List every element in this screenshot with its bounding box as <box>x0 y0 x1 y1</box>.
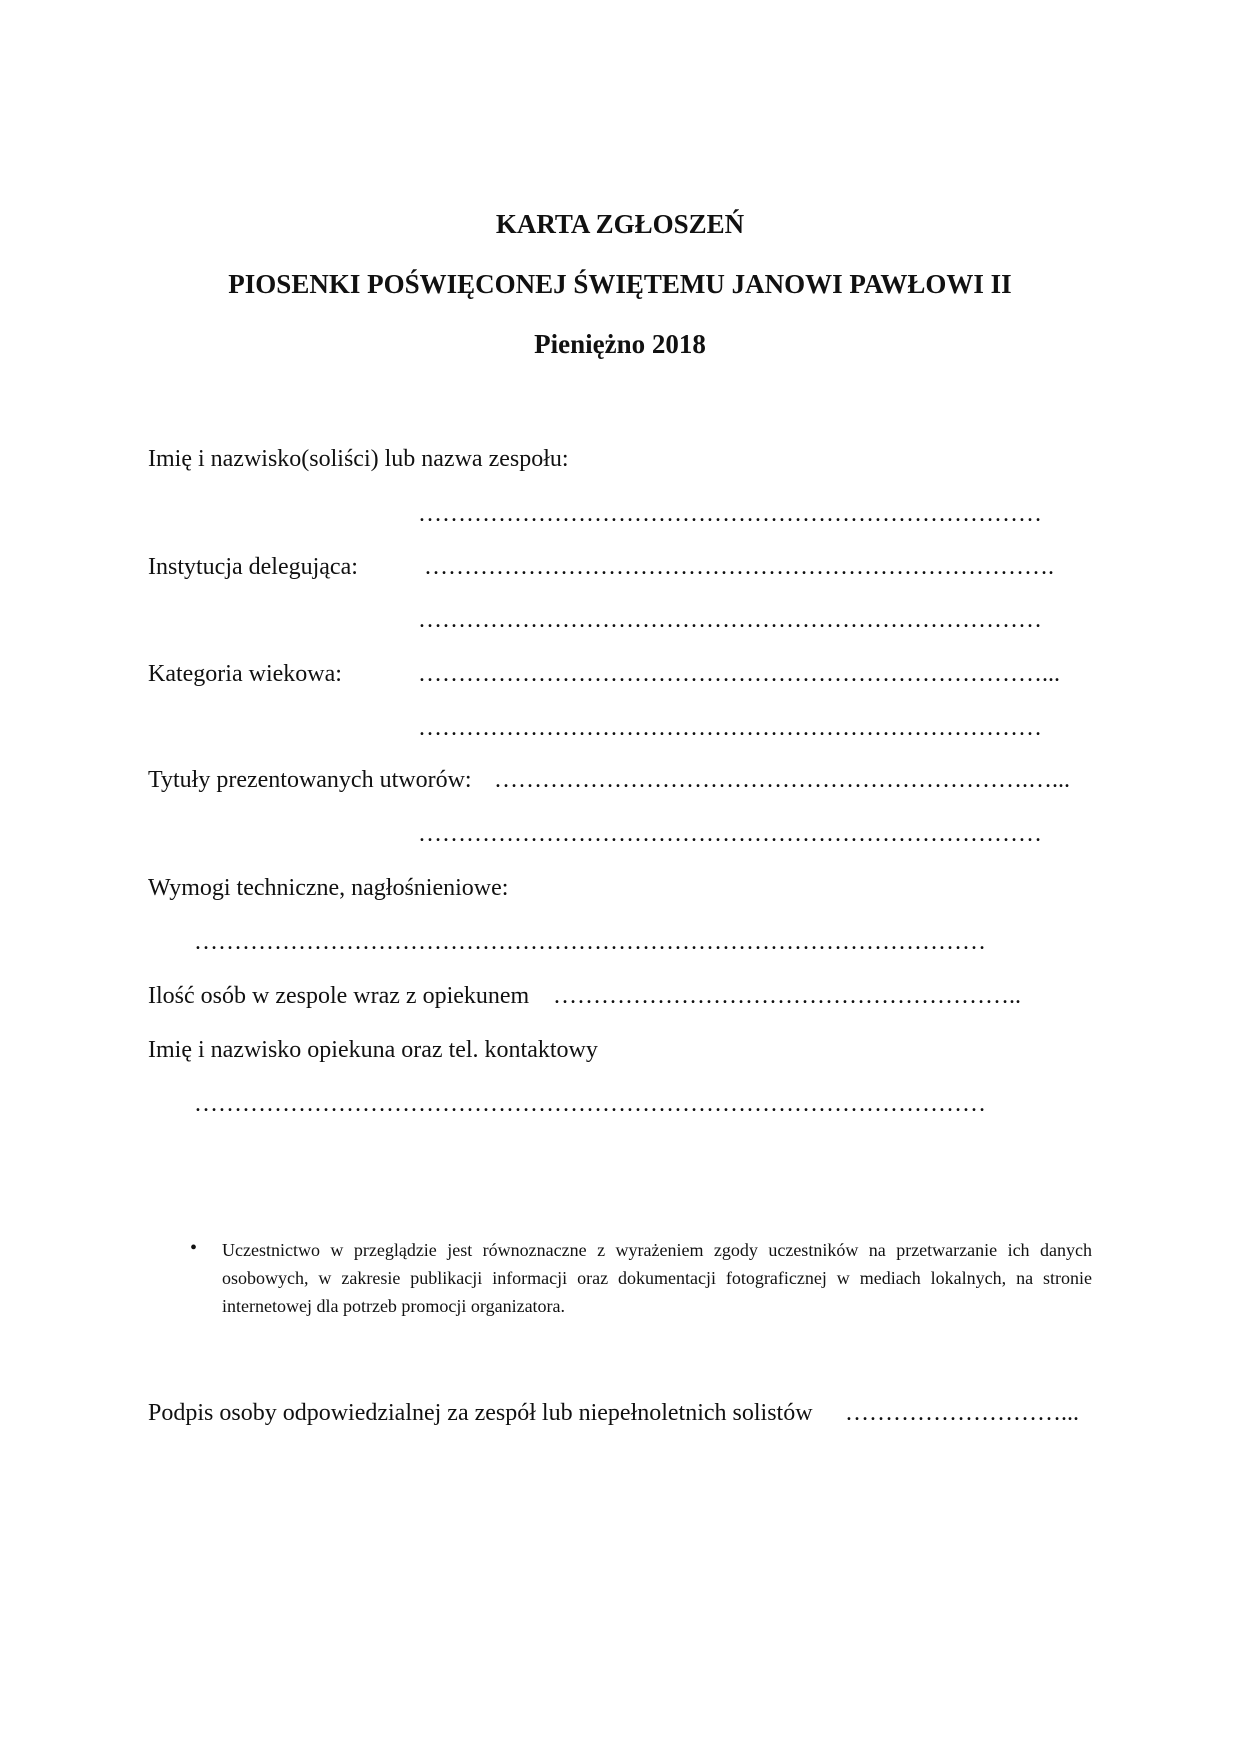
guardian-field[interactable]: ……………………………………………………………………………………… <box>194 1091 986 1117</box>
institution-label: Instytucja delegująca: <box>148 554 358 580</box>
person-count-label: Ilość osób w zespole wraz z opiekunem <box>148 983 530 1009</box>
consent-notice: Uczestnictwo w przeglądzie jest równoznaczne z wyrażeniem zgody uczestników na przetwarzanie ich danych osobowych, w zakresie publikacji informacji oraz dokumentacji fotograficznej w mediach lokalnych, na stronie internetowej dla potrzeb promocji organizatora. <box>222 1240 1092 1316</box>
guardian-label: Imię i nazwisko opiekuna oraz tel. kontaktowy <box>148 1037 598 1063</box>
place-year: Pieniężno 2018 <box>534 329 706 359</box>
age-category-field-2[interactable]: …………………………………………………………………… <box>418 715 1042 741</box>
titles-label: Tytuły prezentowanych utworów: <box>148 767 472 793</box>
age-category-label: Kategoria wiekowa: <box>148 661 342 687</box>
titles-field-2[interactable]: …………………………………………………………………… <box>418 821 1042 847</box>
technical-requirements-field[interactable]: ……………………………………………………………………………………… <box>194 929 986 955</box>
name-label: Imię i nazwisko(soliści) lub nazwa zespołu: <box>148 446 569 472</box>
form-title: KARTA ZGŁOSZEŃ <box>495 209 745 239</box>
name-field[interactable]: …………………………………………………………………… <box>418 501 1042 527</box>
titles-field-1[interactable]: ………………………………………………………….…... <box>494 767 1070 793</box>
signature-label: Podpis osoby odpowiedzialnej za zespół lub niepełnoletnich solistów <box>148 1400 813 1426</box>
age-category-field-1[interactable]: ……………………………………………………………………... <box>418 661 1060 687</box>
institution-field-1[interactable]: ……………………………………………………………………. <box>424 554 1054 580</box>
bullet-icon: • <box>190 1237 198 1259</box>
person-count-field[interactable]: ………………………………………………….. <box>553 983 1021 1009</box>
signature-field[interactable]: ………………………... <box>845 1400 1079 1426</box>
technical-requirements-label: Wymogi techniczne, nagłośnieniowe: <box>148 875 509 901</box>
institution-field-2[interactable]: …………………………………………………………………… <box>418 607 1042 633</box>
form-subtitle: PIOSENKI POŚWIĘCONEJ ŚWIĘTEMU JANOWI PAWŁOWI II <box>228 269 1012 299</box>
